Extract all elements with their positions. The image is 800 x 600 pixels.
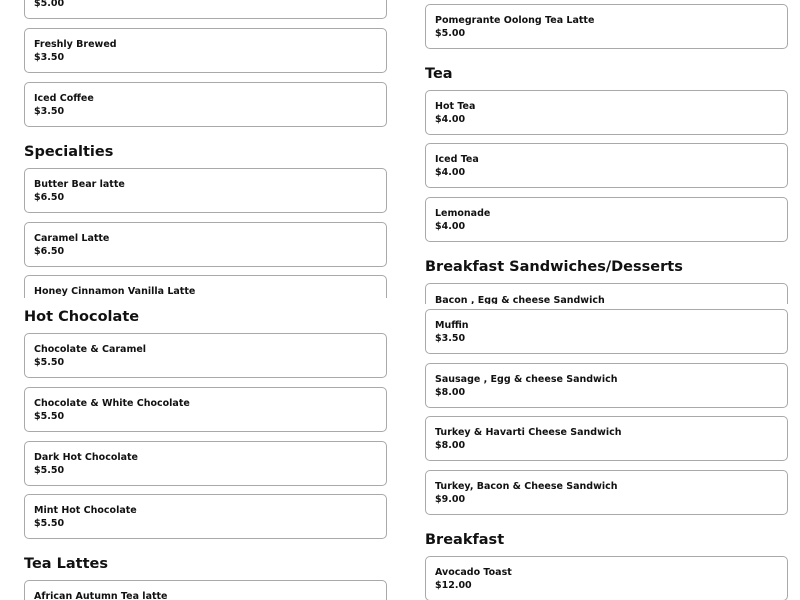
menu-item-price: $4.00 (435, 221, 466, 232)
menu-item-name: Turkey, Bacon & Cheese Sandwich (435, 481, 618, 492)
menu-item-card[interactable] (425, 90, 788, 135)
menu-item-name: African Autumn Tea latte (34, 591, 168, 600)
menu-item-price: $4.00 (435, 114, 466, 125)
menu-item-price: $12.00 (435, 580, 472, 591)
menu-item-name: Dark Hot Chocolate (34, 452, 139, 463)
menu-item-name: Turkey & Havarti Cheese Sandwich (435, 427, 622, 438)
menu-item-card[interactable] (425, 416, 788, 461)
menu-item-price: $5.50 (34, 518, 65, 529)
menu-item-price: $5.50 (34, 411, 65, 422)
menu-item-price: $5.50 (34, 357, 65, 368)
menu-item-card[interactable] (24, 387, 387, 432)
menu-item-card[interactable] (425, 309, 788, 354)
menu-item-price: $5.00 (34, 0, 65, 9)
section-heading-specialties: Specialties (24, 144, 114, 160)
menu-item-card[interactable] (425, 470, 788, 515)
section-heading-breakfast-sandwiches: Breakfast Sandwiches/Desserts (425, 259, 683, 275)
menu-item-name: Mint Hot Chocolate (34, 505, 137, 516)
menu-item-price: $5.50 (34, 465, 65, 476)
menu-item-name: Sausage , Egg & cheese Sandwich (435, 374, 618, 385)
menu-item-card[interactable] (425, 143, 788, 188)
section-heading-hot-chocolate: Hot Chocolate (24, 309, 140, 325)
menu-item-card[interactable] (425, 4, 788, 49)
section-heading-tea: Tea (425, 66, 453, 82)
menu-item-name: Avocado Toast (435, 567, 512, 578)
menu-item-card[interactable] (24, 494, 387, 539)
menu-item-card[interactable] (24, 275, 387, 298)
menu-item-card[interactable] (24, 82, 387, 127)
menu-item-card[interactable] (24, 28, 387, 73)
menu-item-card[interactable] (24, 580, 387, 600)
menu-item-price: $6.50 (34, 246, 65, 257)
menu-item-price: $8.00 (435, 387, 466, 398)
menu-item-card[interactable] (24, 168, 387, 213)
menu-item-name: Butter Bear latte (34, 179, 125, 190)
menu-item-price: $9.00 (435, 494, 466, 505)
menu-item-card[interactable] (425, 363, 788, 408)
menu-item-card[interactable] (425, 197, 788, 242)
menu-item-name: Muffin (435, 320, 469, 331)
section-heading-breakfast: Breakfast (425, 532, 505, 548)
menu-item-name: Iced Coffee (34, 93, 94, 104)
menu-item-price: $8.00 (435, 440, 466, 451)
menu-item-name: Lemonade (435, 208, 491, 219)
menu-item-card[interactable] (24, 222, 387, 267)
menu-item-price: $3.50 (34, 52, 65, 63)
menu-item-name: Freshly Brewed (34, 39, 117, 50)
menu-item-name: Hot Tea (435, 101, 476, 112)
menu-item-name: Iced Tea (435, 154, 479, 165)
clipped-region (400, 280, 800, 304)
section-heading-tea-lattes: Tea Lattes (24, 556, 108, 572)
menu-item-card[interactable] (24, 333, 387, 378)
menu-item-name: Chocolate & Caramel (34, 344, 147, 355)
clipped-region (0, 270, 400, 298)
menu-item-name: Caramel Latte (34, 233, 110, 244)
menu-item-name: Bacon , Egg & cheese Sandwich (435, 295, 605, 304)
menu-item-name: Chocolate & White Chocolate (34, 398, 190, 409)
menu-item-card[interactable] (24, 0, 387, 19)
menu-item-name: Pomegrante Oolong Tea Latte (435, 15, 595, 26)
menu-item-price: $5.00 (435, 28, 466, 39)
menu-item-price: $3.50 (435, 333, 466, 344)
menu-item-price: $6.50 (34, 192, 65, 203)
menu-item-card[interactable] (24, 441, 387, 486)
menu-item-price: $4.00 (435, 167, 466, 178)
menu-item-card[interactable] (425, 556, 788, 600)
menu-item-card[interactable] (425, 283, 788, 304)
menu-item-name: Honey Cinnamon Vanilla Latte (34, 286, 196, 297)
menu-item-price: $3.50 (34, 106, 65, 117)
